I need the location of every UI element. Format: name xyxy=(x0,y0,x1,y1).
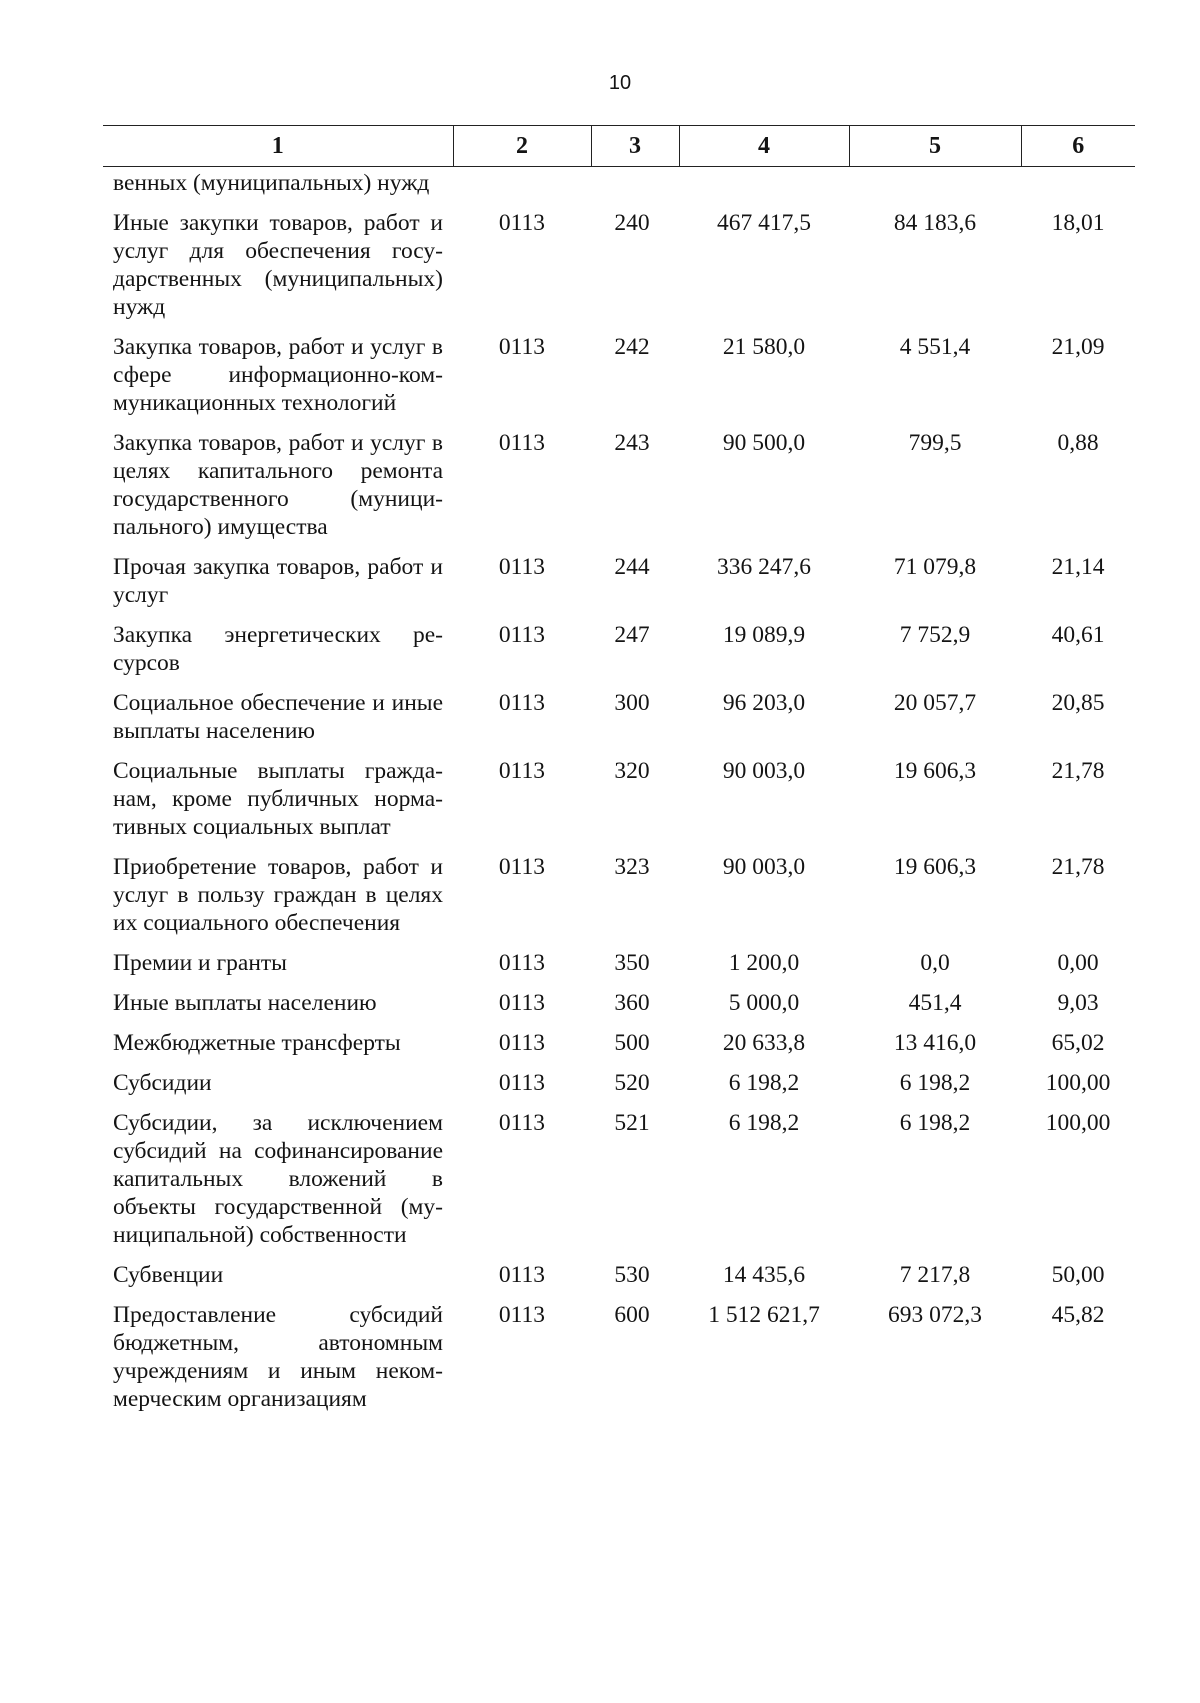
table-row xyxy=(103,1069,1135,1109)
cell-executed-amount: 6 198,2 xyxy=(899,1070,971,1096)
table-row xyxy=(103,757,1135,853)
cell-planned-amount: 90 003,0 xyxy=(722,758,806,784)
cell-executed-amount: 20 057,7 xyxy=(893,690,977,716)
header-row xyxy=(103,126,1135,167)
cell-planned-amount: 336 247,6 xyxy=(717,554,811,580)
cell-execution-percent: 50,00 xyxy=(1051,1262,1105,1288)
header-col-5: 5 xyxy=(849,126,1021,167)
cell-section-code: 0113 xyxy=(498,950,546,976)
cell-section-code: 0113 xyxy=(498,1302,546,1328)
cell-item-name: Субсидии xyxy=(113,1070,212,1096)
cell-section-code: 0113 xyxy=(498,1262,546,1288)
cell-execution-percent: 21,78 xyxy=(1051,854,1105,880)
cell-executed-amount: 799,5 xyxy=(908,430,962,456)
table-row xyxy=(103,333,1135,429)
cell-expense-type-code: 521 xyxy=(614,1110,650,1136)
table-row xyxy=(103,1301,1135,1425)
cell-execution-percent: 100,00 xyxy=(1045,1110,1111,1136)
cell-execution-percent: 100,00 xyxy=(1045,1070,1111,1096)
table-row xyxy=(103,1109,1135,1261)
cell-planned-amount: 14 435,6 xyxy=(722,1262,806,1288)
cell-planned-amount: 467 417,5 xyxy=(717,210,811,236)
cell-executed-amount: 13 416,0 xyxy=(893,1030,977,1056)
table-row xyxy=(103,553,1135,621)
table-row xyxy=(103,167,1135,210)
cell-planned-amount: 19 089,9 xyxy=(722,622,806,648)
cell-item-name: Приобретение товаров, работ и услуг в пользу граждан в целях их социального обеспечения xyxy=(113,854,443,936)
cell-planned-amount: 90 500,0 xyxy=(722,430,806,456)
cell-item-name: Прочая закупка товаров, работ и услуг xyxy=(113,554,443,608)
cell-execution-percent: 21,09 xyxy=(1051,334,1105,360)
cell-executed-amount: 19 606,3 xyxy=(893,854,977,880)
cell-item-name: Премии и гранты xyxy=(113,950,287,976)
cell-section-code: 0113 xyxy=(498,430,546,456)
cell-expense-type-code: 244 xyxy=(614,554,650,580)
cell-section-code: 0113 xyxy=(498,690,546,716)
cell-section-code xyxy=(453,167,591,210)
cell-executed-amount: 6 198,2 xyxy=(899,1110,971,1136)
cell-section-code: 0113 xyxy=(498,1030,546,1056)
table-row xyxy=(103,1261,1135,1301)
cell-item-name: Социальное обеспечение и иные выплаты населению xyxy=(113,690,443,744)
cell-section-code: 0113 xyxy=(498,1110,546,1136)
cell-executed-amount: 451,4 xyxy=(908,990,962,1016)
cell-expense-type-code: 500 xyxy=(614,1030,650,1056)
cell-section-code: 0113 xyxy=(498,210,546,236)
table-row xyxy=(103,689,1135,757)
cell-expense-type-code: 242 xyxy=(614,334,650,360)
cell-execution-percent: 9,03 xyxy=(1057,990,1099,1016)
cell-item-name: венных (муниципальных) нужд xyxy=(113,170,430,196)
cell-planned-amount: 1 512 621,7 xyxy=(708,1302,820,1328)
cell-expense-type-code: 247 xyxy=(614,622,650,648)
table-row xyxy=(103,853,1135,949)
header-col-6: 6 xyxy=(1021,126,1135,167)
cell-expense-type-code: 600 xyxy=(614,1302,650,1328)
budget-table xyxy=(103,125,1135,1425)
cell-planned-amount: 20 633,8 xyxy=(722,1030,806,1056)
cell-planned-amount: 6 198,2 xyxy=(728,1070,800,1096)
cell-item-name: Иные закупки товаров, работ и услуг для обеспечения государственных (муниципальных) нужд xyxy=(113,210,443,320)
cell-item-name: Субсидии, за исключением субсидий на софинансирование капитальных вложений в объекты государственной (муниципальной) собственности xyxy=(113,1110,443,1248)
cell-item-name: Межбюджетные трансферты xyxy=(113,1030,401,1056)
cell-section-code: 0113 xyxy=(498,758,546,784)
cell-item-name: Закупка товаров, работ и услуг в целях капитального ремонта государственного (муниципального) имущества xyxy=(113,430,443,540)
cell-section-code: 0113 xyxy=(498,554,546,580)
table-row xyxy=(103,1029,1135,1069)
page-number: 10 xyxy=(608,72,632,94)
cell-execution-percent: 65,02 xyxy=(1051,1030,1105,1056)
header-col-3: 3 xyxy=(591,126,679,167)
cell-executed-amount: 7 217,8 xyxy=(899,1262,971,1288)
cell-planned-amount: 1 200,0 xyxy=(728,950,800,976)
table-row xyxy=(103,621,1135,689)
header-col-1: 1 xyxy=(103,126,453,167)
cell-execution-percent: 21,78 xyxy=(1051,758,1105,784)
cell-section-code: 0113 xyxy=(498,990,546,1016)
cell-section-code: 0113 xyxy=(498,622,546,648)
cell-execution-percent: 18,01 xyxy=(1051,210,1105,236)
cell-execution-percent: 21,14 xyxy=(1051,554,1105,580)
cell-expense-type-code: 360 xyxy=(614,990,650,1016)
cell-expense-type-code: 530 xyxy=(614,1262,650,1288)
cell-executed-amount xyxy=(849,167,1021,210)
cell-section-code: 0113 xyxy=(498,1070,546,1096)
cell-item-name: Социальные выплаты гражданам, кроме публичных нормативных социальных выплат xyxy=(113,758,443,840)
cell-executed-amount: 0,0 xyxy=(920,950,950,976)
table-row xyxy=(103,429,1135,553)
cell-item-name: Закупка товаров, работ и услуг в сфере информационно-коммуникационных технологий xyxy=(113,334,443,416)
cell-planned-amount xyxy=(679,167,849,210)
cell-execution-percent: 20,85 xyxy=(1051,690,1105,716)
cell-expense-type-code xyxy=(591,167,679,210)
cell-executed-amount: 7 752,9 xyxy=(899,622,971,648)
cell-planned-amount: 6 198,2 xyxy=(728,1110,800,1136)
cell-execution-percent: 40,61 xyxy=(1051,622,1105,648)
cell-execution-percent: 0,00 xyxy=(1057,950,1099,976)
table-body xyxy=(103,167,1135,1426)
table-row xyxy=(103,989,1135,1029)
cell-item-name: Иные выплаты населению xyxy=(113,990,377,1016)
header-col-2: 2 xyxy=(453,126,591,167)
table-row xyxy=(103,949,1135,989)
table-header xyxy=(103,126,1135,167)
cell-execution-percent xyxy=(1021,167,1135,210)
cell-item-name: Субвенции xyxy=(113,1262,224,1288)
cell-execution-percent: 0,88 xyxy=(1057,430,1099,456)
cell-planned-amount: 96 203,0 xyxy=(722,690,806,716)
cell-execution-percent: 45,82 xyxy=(1051,1302,1105,1328)
cell-executed-amount: 19 606,3 xyxy=(893,758,977,784)
cell-expense-type-code: 320 xyxy=(614,758,650,784)
cell-planned-amount: 90 003,0 xyxy=(722,854,806,880)
cell-planned-amount: 21 580,0 xyxy=(722,334,806,360)
cell-executed-amount: 4 551,4 xyxy=(899,334,971,360)
cell-expense-type-code: 243 xyxy=(614,430,650,456)
cell-expense-type-code: 520 xyxy=(614,1070,650,1096)
cell-planned-amount: 5 000,0 xyxy=(728,990,800,1016)
cell-section-code: 0113 xyxy=(498,334,546,360)
table-row xyxy=(103,209,1135,333)
cell-item-name: Закупка энергетических ресурсов xyxy=(113,622,443,676)
cell-item-name: Предоставление субсидий бюджетным, автономным учреждениям и иным некоммерческим организациям xyxy=(113,1302,443,1412)
cell-executed-amount: 84 183,6 xyxy=(893,210,977,236)
cell-executed-amount: 693 072,3 xyxy=(888,1302,982,1328)
cell-expense-type-code: 300 xyxy=(614,690,650,716)
cell-expense-type-code: 323 xyxy=(614,854,650,880)
cell-expense-type-code: 240 xyxy=(614,210,650,236)
cell-expense-type-code: 350 xyxy=(614,950,650,976)
header-col-4: 4 xyxy=(679,126,849,167)
cell-section-code: 0113 xyxy=(498,854,546,880)
cell-executed-amount: 71 079,8 xyxy=(893,554,977,580)
